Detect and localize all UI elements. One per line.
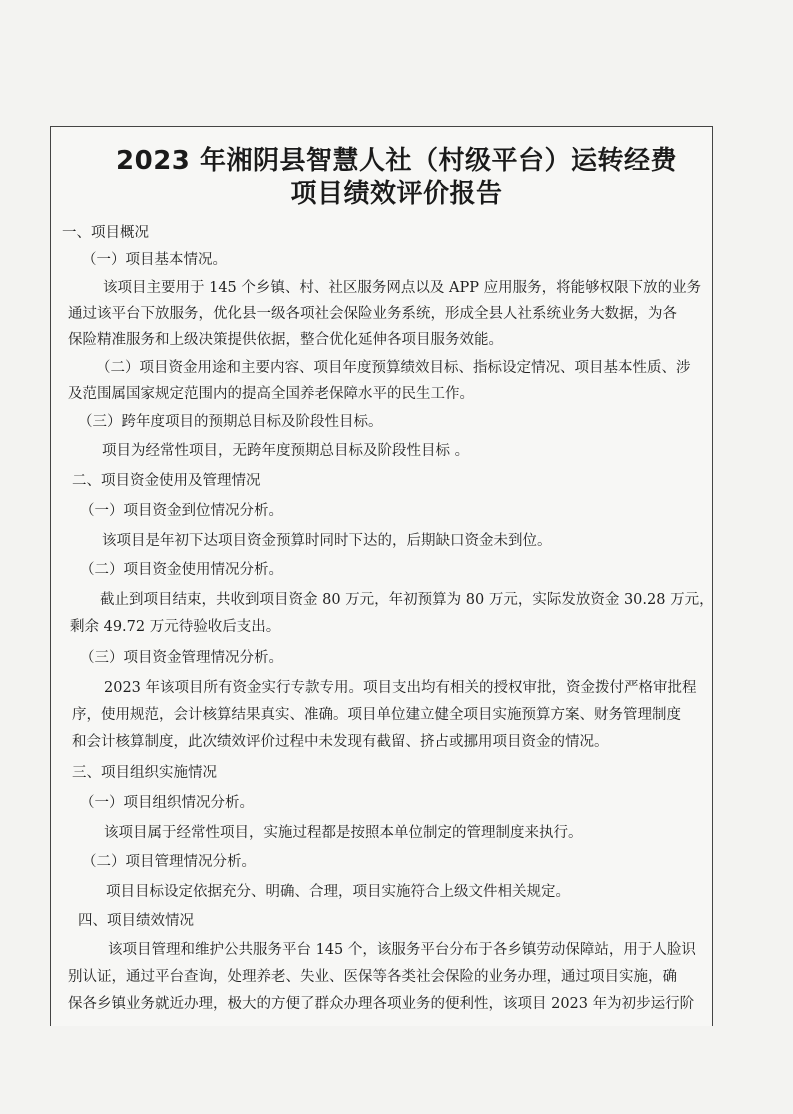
section-heading: 三、项目组织实施情况 [72, 765, 217, 781]
paragraph-line: 项目为经常性项目，无跨年度预期总目标及阶段性目标 。 [102, 443, 470, 459]
subsection-heading: （一）项目资金到位情况分析。 [80, 503, 283, 519]
paragraph-line: 项目目标设定依据充分、明确、合理，项目实施符合上级文件相关规定。 [106, 884, 570, 900]
subsection-heading: （二）项目资金使用情况分析。 [80, 562, 283, 578]
report-title-line1: 2023 年湘阴县智慧人社（村级平台）运转经费 [116, 146, 677, 176]
paragraph-line: 2023 年该项目所有资金实行专款专用。项目支出均有相关的授权审批，资金拨付严格审批程 [104, 680, 697, 696]
paragraph-line: 和会计核算制度，此次绩效评价过程中未发现有截留、挤占或挪用项目资金的情况。 [72, 734, 609, 750]
subsection-heading: （一）项目组织情况分析。 [80, 795, 254, 811]
paragraph-line: 该项目主要用于 145 个乡镇、村、社区服务网点以及 APP 应用服务，将能够权限下放的业务 [103, 280, 702, 296]
paragraph-line: 别认证，通过平台查询，处理养老、失业、医保等各类社会保险的业务办理，通过项目实施，确 [68, 969, 677, 985]
section-heading: 一、项目概况 [62, 225, 149, 241]
paragraph-line: 及范围属国家规定范围内的提高全国养老保障水平的民生工作。 [68, 386, 474, 402]
section-heading: 四、项目绩效情况 [78, 913, 194, 929]
paragraph-line: 序，使用规范，会计核算结果真实、准确。项目单位建立健全项目实施预算方案、财务管理制度 [72, 707, 681, 723]
paragraph-line: 截止到项目结束，共收到项目资金 80 万元，年初预算为 80 万元，实际发放资金 30.28 万元， [100, 592, 714, 608]
paragraph-line: 该项目管理和维护公共服务平台 145 个，该服务平台分布于各乡镇劳动保障站，用于人脸识 [108, 942, 696, 958]
report-title-line2: 项目绩效评价报告 [290, 179, 503, 209]
paragraph-line: （二）项目资金用途和主要内容、项目年度预算绩效目标、指标设定情况、项目基本性质、涉 [96, 360, 691, 376]
subsection-heading: （三）项目资金管理情况分析。 [80, 650, 283, 666]
paragraph-line: 通过该平台下放服务，优化县一级各项社会保险业务系统，形成全县人社系统业务大数据，为各 [68, 306, 677, 322]
subsection-heading: （一）项目基本情况。 [82, 252, 227, 268]
paragraph-line: 该项目是年初下达项目资金预算时同时下达的，后期缺口资金未到位。 [102, 533, 552, 549]
section-heading: 二、项目资金使用及管理情况 [72, 473, 261, 489]
paragraph-line: 剩余 49.72 万元待验收后支出。 [70, 619, 281, 635]
subsection-heading: （三）跨年度项目的预期总目标及阶段性目标。 [78, 414, 383, 430]
paragraph-line: 保各乡镇业务就近办理，极大的方便了群众办理各项业务的便利性，该项目 2023 年为初步运行阶 [68, 996, 695, 1012]
paragraph-line: 保险精准服务和上级决策提供依据，整合优化延伸各项目服务效能。 [68, 332, 503, 348]
paragraph-line: 该项目属于经常性项目，实施过程都是按照本单位制定的管理制度来执行。 [104, 825, 583, 841]
subsection-heading: （二）项目管理情况分析。 [82, 854, 256, 870]
